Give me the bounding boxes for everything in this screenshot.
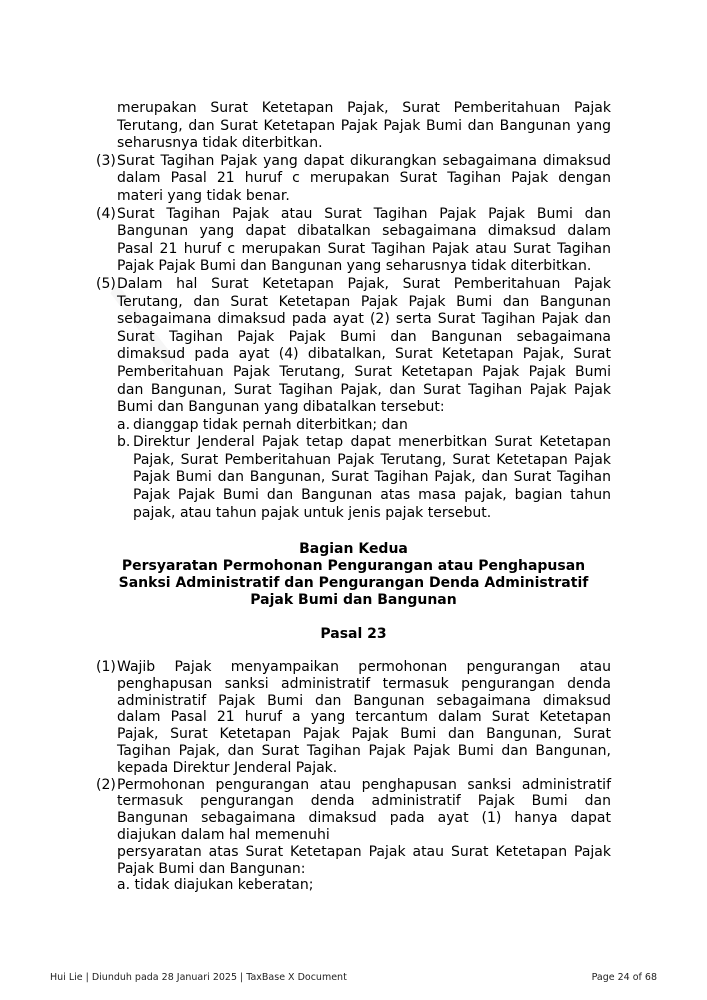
- text-line: [96, 223, 611, 241]
- text-line: [96, 329, 611, 347]
- line-text: sebagaimana dimaksud pada ayat (2) serta Surat Tagihan Pajak dan: [117, 311, 611, 328]
- text-line: [96, 676, 611, 693]
- text-line: [96, 206, 611, 224]
- line-text: Pajak Pajak Bumi dan Bangunan atas masa pajak, bagian tahun: [133, 487, 611, 504]
- sub-item-letter: a.: [117, 416, 131, 433]
- item-number: (3): [96, 152, 116, 169]
- line-text: Pajak Bumi dan Bangunan:: [117, 860, 306, 877]
- page-number: Page 24 of 68: [591, 972, 657, 983]
- text-line: [96, 118, 611, 136]
- line-text: diajukan dalam hal memenuhi: [117, 826, 330, 843]
- line-text: Direktur Jenderal Pajak tetap dapat menerbitkan Surat Ketetapan: [133, 434, 611, 451]
- text-line: [96, 241, 611, 259]
- text-line: [96, 417, 611, 435]
- text-line: [96, 877, 611, 894]
- line-text: merupakan Surat Ketetapan Pajak, Surat Pemberitahuan Pajak: [117, 100, 611, 116]
- text-line: [96, 399, 611, 417]
- footer-left: Hui Lie | Diunduh pada 28 Januari 2025 | TaxBase X Document: [50, 972, 347, 983]
- line-text: dianggap tidak pernah diterbitkan; dan: [133, 416, 408, 433]
- text-line: [96, 170, 611, 188]
- line-text: Pajak, Surat Pemberitahuan Pajak Terutang, Surat Ketetapan Pajak: [133, 451, 611, 468]
- line-text: Dalam hal Surat Ketetapan Pajak, Surat Pemberitahuan Pajak: [117, 275, 611, 292]
- line-text: dalam Pasal 21 huruf c merupakan Surat Tagihan Pajak dengan: [117, 170, 611, 187]
- item-number: (2): [96, 776, 116, 793]
- line-text: Pajak Bumi dan Bangunan, Surat Tagihan Pajak, dan Surat Tagihan: [133, 469, 611, 486]
- article-title: Pasal 23: [320, 626, 387, 642]
- line-text: Pajak, Surat Ketetapan Pajak Pajak Bumi dan Bangunan, Surat: [117, 726, 611, 743]
- item-number: (5): [96, 275, 116, 292]
- text-line: [96, 760, 611, 777]
- section-heading: Bagian Kedua: [299, 541, 408, 557]
- line-text: administratif Pajak Bumi dan Bangunan sebagaimana dimaksud: [117, 692, 611, 709]
- line-text: Terutang, dan Surat Ketetapan Pajak Pajak Bumi dan Bangunan yang: [117, 117, 611, 134]
- line-text: Bangunan sebagaimana dimaksud pada ayat (1) hanya dapat: [117, 810, 611, 827]
- text-line: [96, 469, 611, 487]
- line-text: dan Bangunan, Surat Tagihan Pajak, dan Surat Tagihan Pajak Pajak: [117, 381, 611, 398]
- text-line: [96, 709, 611, 726]
- line-text: Surat Tagihan Pajak atau Surat Tagihan Pajak Pajak Bumi dan: [117, 205, 611, 222]
- sub-item-letter: b.: [117, 434, 131, 451]
- line-text: Surat Tagihan Pajak yang dapat dikurangkan sebagaimana dimaksud: [117, 152, 611, 169]
- text-line: [96, 364, 611, 382]
- text-line: [96, 188, 611, 206]
- text-line: [96, 827, 611, 844]
- line-text: kepada Direktur Jenderal Pajak.: [117, 759, 338, 776]
- line-text: Permohonan pengurangan atau penghapusan sanksi administratif: [117, 776, 611, 793]
- text-line: [96, 844, 611, 861]
- paragraph-block-1: [96, 100, 611, 522]
- text-line: [96, 452, 611, 470]
- text-line: [96, 382, 611, 400]
- text-line: [96, 659, 611, 676]
- text-line: [96, 777, 611, 794]
- text-line: [96, 346, 611, 364]
- text-line: [96, 294, 611, 312]
- text-line: [96, 810, 611, 827]
- text-line: [96, 693, 611, 710]
- line-text: persyaratan atas Surat Ketetapan Pajak atau Surat Ketetapan Pajak: [117, 843, 611, 860]
- line-text: Pasal 21 huruf c merupakan Surat Tagihan Pajak atau Surat Tagihan: [117, 240, 611, 257]
- item-number: (1): [96, 659, 116, 675]
- line-text: Surat Tagihan Pajak Pajak Bumi dan Bangunan sebagaimana: [117, 328, 611, 345]
- line-text: termasuk pengurangan denda administratif Pajak Bumi dan: [117, 793, 611, 810]
- section-title-line: Persyaratan Permohonan Pengurangan atau Penghapusan: [121, 558, 586, 574]
- text-line: [96, 258, 611, 276]
- line-text: penghapusan sanksi administratif termasuk pengurangan denda: [117, 675, 611, 692]
- item-number: (4): [96, 205, 116, 222]
- line-text: pajak, atau tahun pajak untuk jenis pajak tersebut.: [133, 504, 492, 521]
- text-line: [96, 100, 611, 118]
- line-text: Wajib Pajak menyampaikan permohonan pengurangan atau: [117, 659, 611, 675]
- text-line: [96, 861, 611, 878]
- text-line: [96, 153, 611, 171]
- text-line: [96, 487, 611, 505]
- line-text: Pemberitahuan Pajak Terutang, Surat Ketetapan Pajak Pajak Bumi: [117, 363, 611, 380]
- text-line: [96, 311, 611, 329]
- paragraph-block-2: [96, 659, 611, 894]
- line-text: Bangunan yang dapat dibatalkan sebagaimana dimaksud dalam: [117, 223, 611, 240]
- section-title-line: Sanksi Administratif dan Pengurangan Denda Administratif: [118, 575, 589, 591]
- section-title-line: Pajak Bumi dan Bangunan: [250, 592, 457, 608]
- text-line: [96, 434, 611, 452]
- text-line: [96, 276, 611, 294]
- line-text: seharusnya tidak diterbitkan.: [117, 135, 323, 152]
- line-text: materi yang tidak benar.: [117, 187, 290, 204]
- line-text: dalam Pasal 21 huruf a yang tercantum dalam Surat Ketetapan: [117, 709, 611, 726]
- text-line: [96, 135, 611, 153]
- line-text: Terutang, dan Surat Ketetapan Pajak Pajak Bumi dan Bangunan: [117, 293, 611, 310]
- line-text: dimaksud pada ayat (4) dibatalkan, Surat Ketetapan Pajak, Surat: [117, 346, 611, 363]
- text-line: [96, 726, 611, 743]
- line-text: Bumi dan Bangunan yang dibatalkan tersebut:: [117, 399, 445, 416]
- line-text: a. tidak diajukan keberatan;: [117, 877, 314, 894]
- text-line: [96, 743, 611, 760]
- text-line: [96, 505, 611, 523]
- line-text: Tagihan Pajak, dan Surat Tagihan Pajak Pajak Bumi dan Bangunan,: [117, 742, 611, 759]
- text-line: [96, 793, 611, 810]
- line-text: Pajak Pajak Bumi dan Bangunan yang seharusnya tidak diterbitkan.: [117, 258, 592, 275]
